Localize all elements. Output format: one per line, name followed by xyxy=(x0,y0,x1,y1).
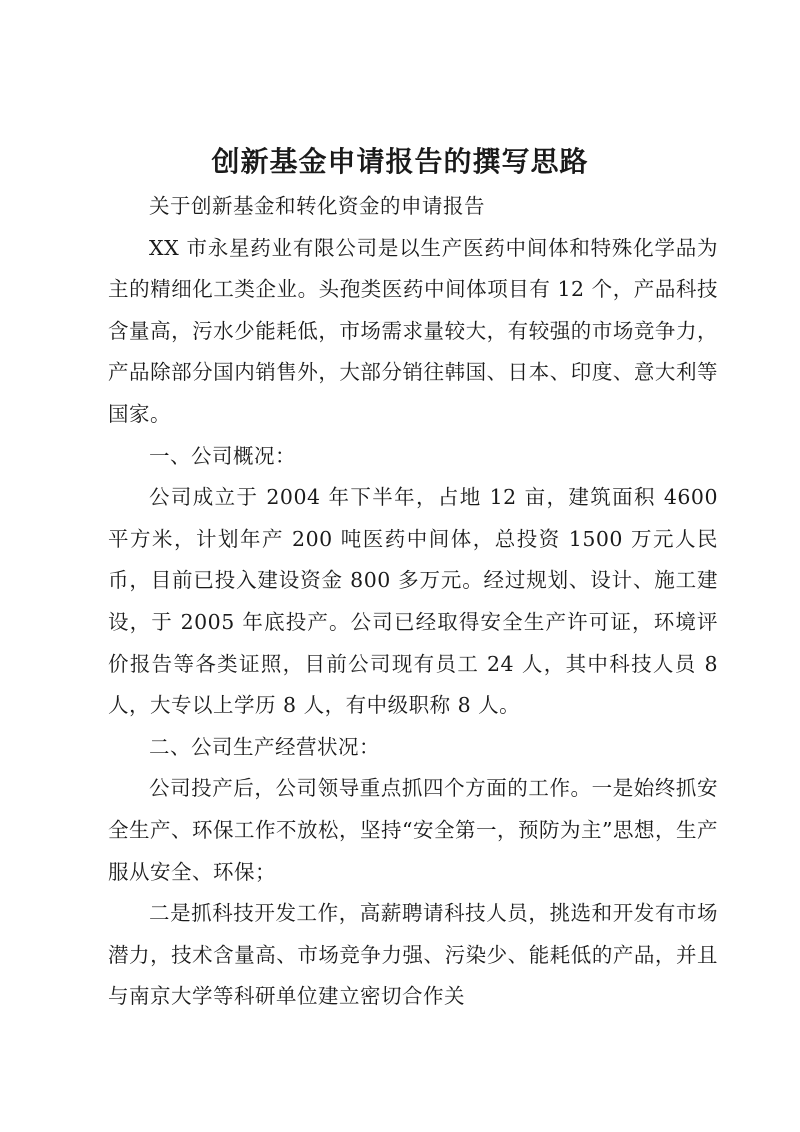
document-title: 创新基金申请报告的撰写思路 xyxy=(211,145,589,178)
intro-paragraph: XX 市永星药业有限公司是以生产医药中间体和特殊化学品为主的精细化工类企业。头孢类医药中间体项目有 12 个，产品科技含量高，污水少能耗低，市场需求量较大，有较强的市场竞争力，产品除部分国内销售外，大部分销往韩国、日本、印度、意大利等国家。 xyxy=(108,235,718,426)
section-heading-overview: 一、公司概况： xyxy=(149,443,296,468)
overview-paragraph: 公司成立于 2004 年下半年，占地 12 亩，建筑面积 4600 平方米，计划年产 200 吨医药中间体，总投资 1500 万元人民币，目前已投入建设资金 800 多万元。经过规划、设计、施工建设，于 2005 年底投产。公司已经取得安全生产许可证，环境评价报告等各类证照，目前公司现有员工 24 人，其中科技人员 8 人，大专以上学历 8 人，有中级职称 8 人。 xyxy=(108,485,718,718)
document-body xyxy=(108,186,718,1018)
section-heading-operations: 二、公司生产经营状况： xyxy=(149,734,380,759)
subtitle-paragraph: 关于创新基金和转化资金的申请报告 xyxy=(149,194,485,218)
operations-paragraph-1: 公司投产后，公司领导重点抓四个方面的工作。一是始终抓安全生产、环保工作不放松，坚持“安全第一，预防为主”思想，生产服从安全、环保； xyxy=(108,776,718,884)
operations-paragraph-2: 二是抓科技开发工作，高薪聘请科技人员，挑选和开发有市场潜力，技术含量高、市场竞争力强、污染少、能耗低的产品，并且与南京大学等科研单位建立密切合作关 xyxy=(108,901,718,1009)
